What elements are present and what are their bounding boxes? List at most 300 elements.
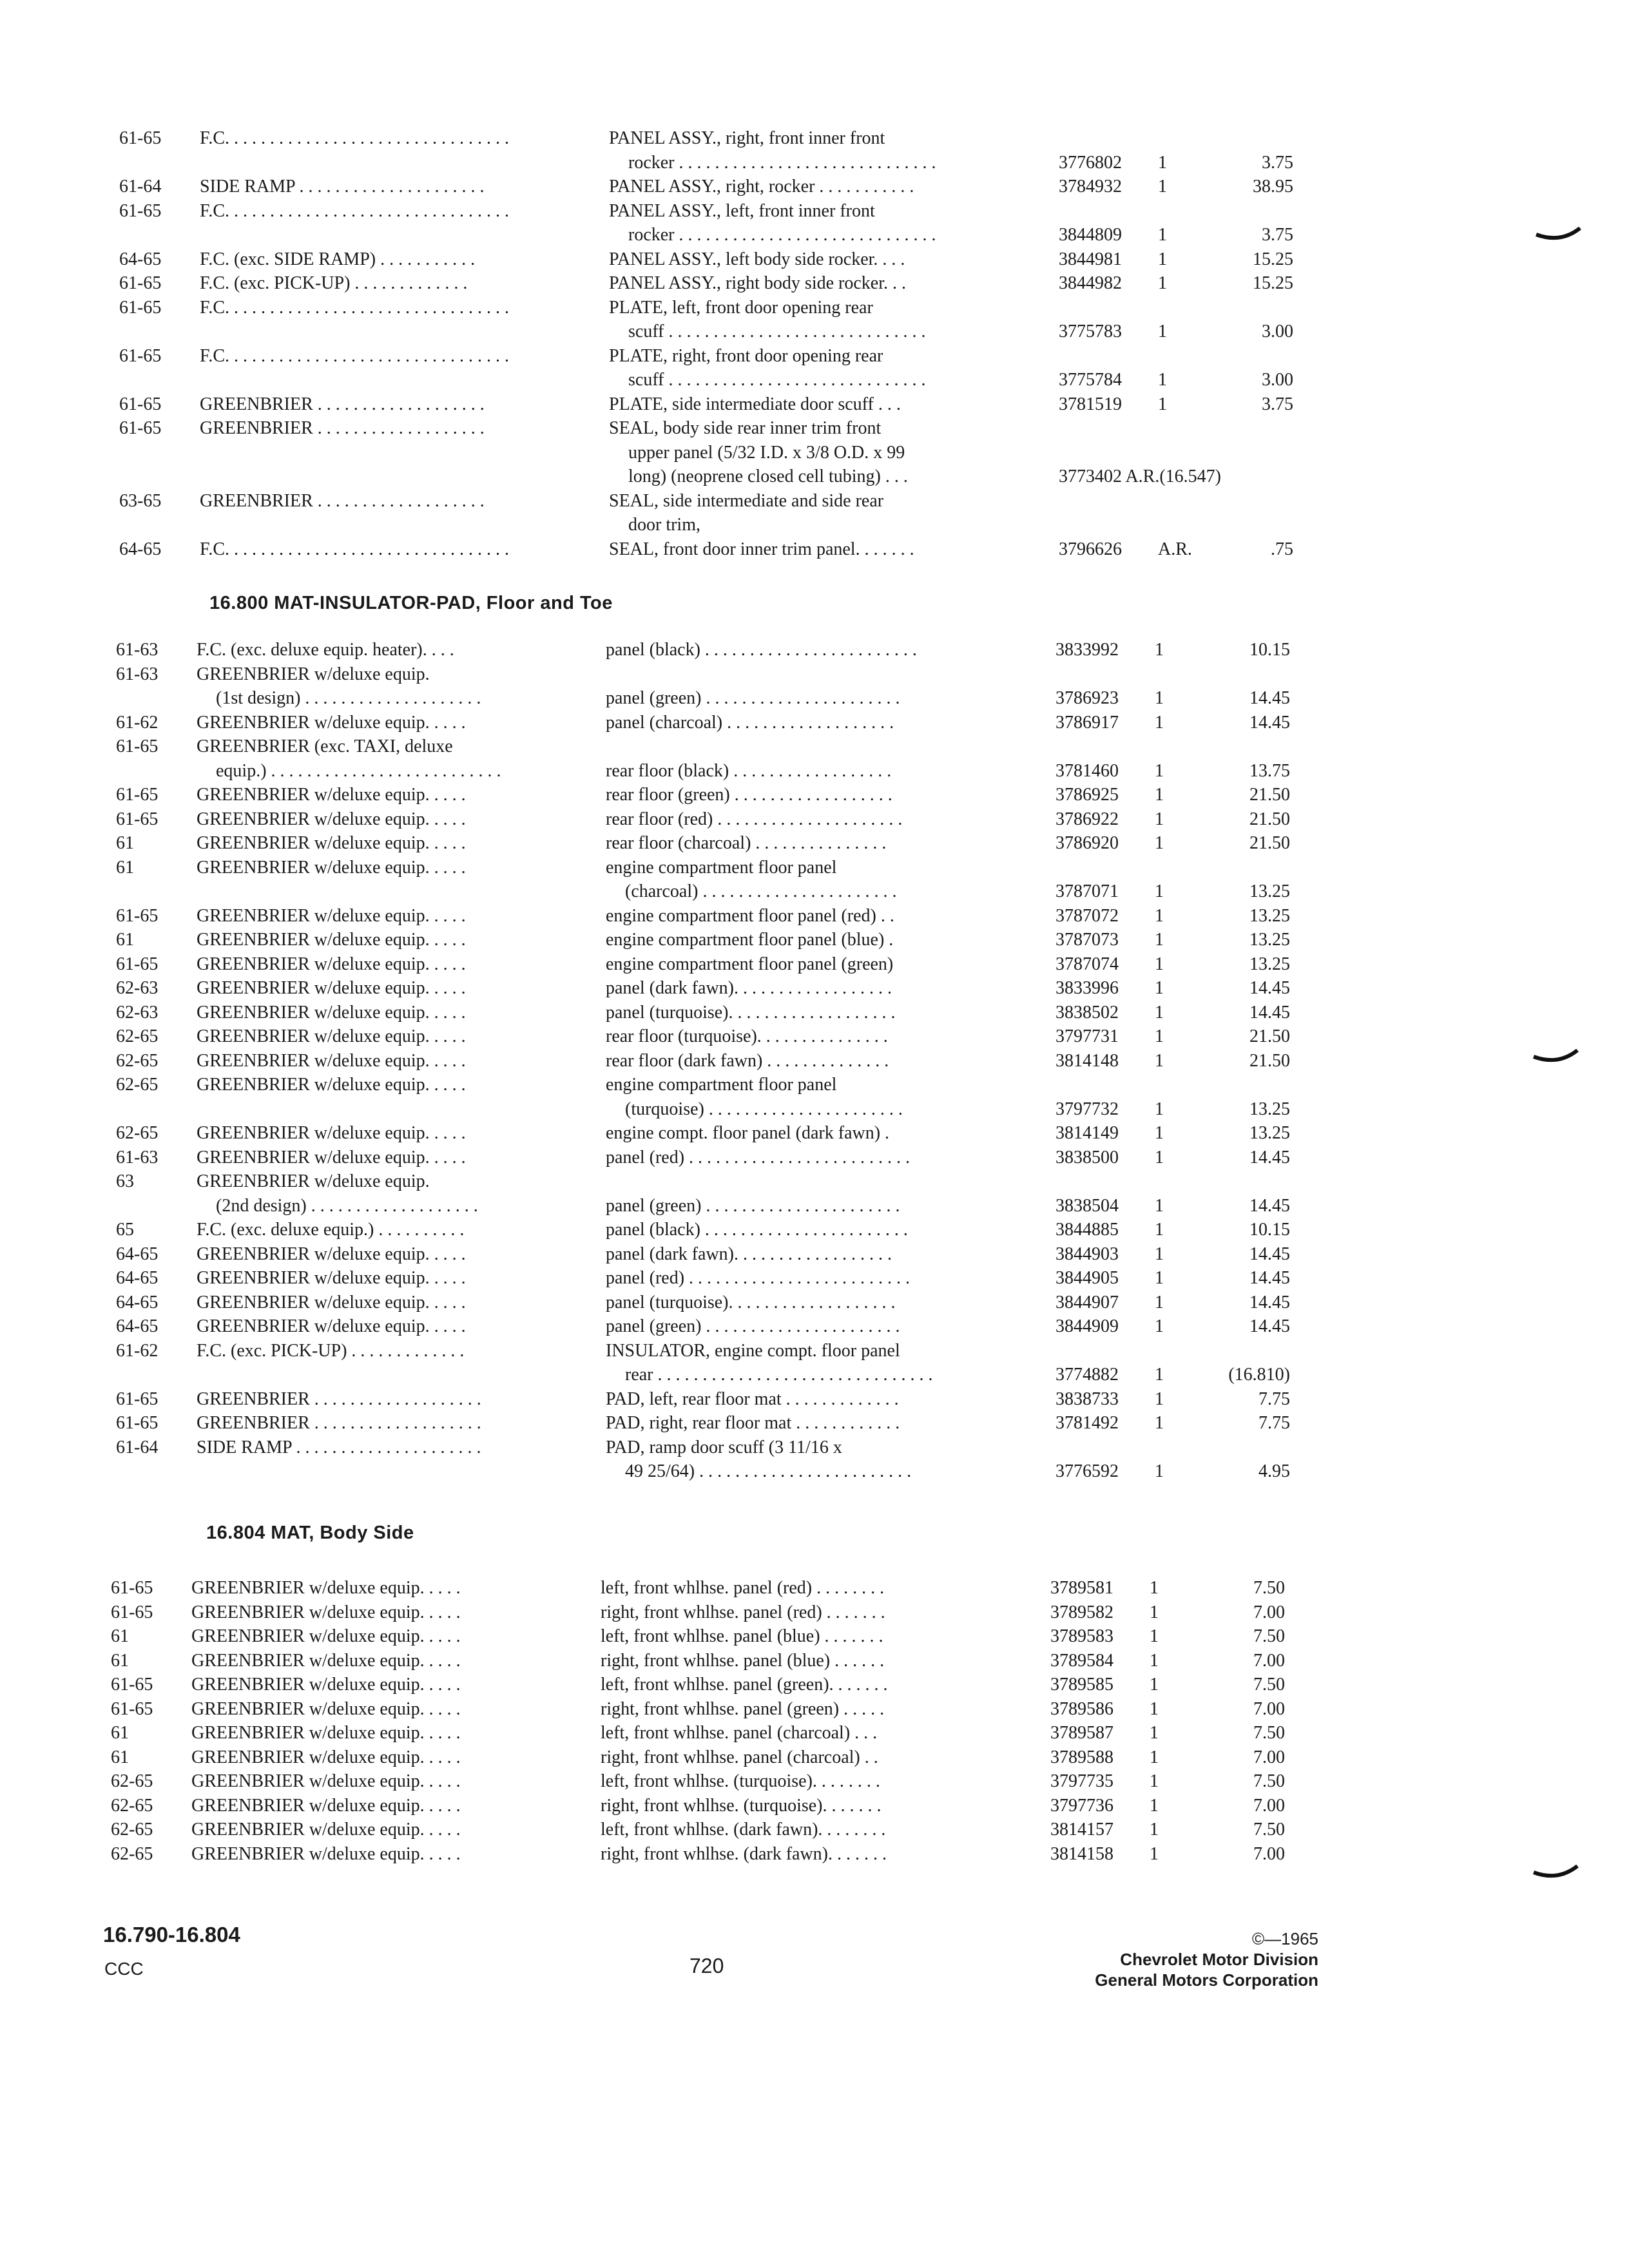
model-years: 61-65 bbox=[119, 297, 162, 318]
part-description: PANEL ASSY., left, front inner front bbox=[609, 200, 875, 221]
parts-row bbox=[116, 1339, 1534, 1363]
part-number: 3838500 bbox=[1055, 1147, 1119, 1168]
model-years: 61-63 bbox=[116, 640, 159, 660]
application: GREENBRIER w/deluxe equip. . . . . bbox=[191, 1747, 461, 1767]
list-price: 7.50 bbox=[1253, 1820, 1285, 1840]
list-price: 14.45 bbox=[1249, 1244, 1290, 1264]
part-description: door trim, bbox=[628, 515, 700, 535]
part-number: 3797731 bbox=[1055, 1026, 1119, 1046]
parts-row bbox=[116, 735, 1534, 759]
parts-row bbox=[119, 344, 1537, 369]
quantity: 1 bbox=[1155, 833, 1164, 853]
application: GREENBRIER w/deluxe equip. . . . . bbox=[197, 1292, 466, 1312]
part-number: 3789583 bbox=[1050, 1626, 1113, 1646]
part-description: left, front whlhse. (turquoise). . . . . . . . bbox=[601, 1771, 880, 1791]
list-price: 21.50 bbox=[1249, 1050, 1290, 1071]
part-description: (charcoal) . . . . . . . . . . . . . . . . . . . . . . bbox=[625, 881, 897, 901]
part-description: left, front whlhse. panel (charcoal) . . . bbox=[601, 1723, 878, 1743]
application: GREENBRIER w/deluxe equip. . . . . bbox=[197, 954, 466, 974]
part-number: 3797735 bbox=[1050, 1771, 1113, 1791]
parts-row bbox=[116, 807, 1534, 832]
part-description: panel (charcoal) . . . . . . . . . . . . . . . . . . . bbox=[606, 712, 894, 733]
application: GREENBRIER w/deluxe equip. . . . . bbox=[197, 1147, 466, 1168]
quantity: 1 bbox=[1155, 760, 1164, 781]
part-description: rear floor (black) . . . . . . . . . . . . . . . . . . bbox=[606, 760, 892, 781]
part-number: 3814158 bbox=[1050, 1843, 1113, 1864]
list-price: 10.15 bbox=[1249, 1220, 1290, 1240]
part-description: engine compartment floor panel bbox=[606, 1075, 837, 1095]
parts-row bbox=[116, 1387, 1534, 1412]
quantity: 1 bbox=[1155, 1268, 1164, 1288]
part-number: 3786922 bbox=[1055, 809, 1119, 829]
part-number: 3775783 bbox=[1059, 322, 1122, 341]
application: GREENBRIER w/deluxe equip. . . . . bbox=[197, 833, 466, 853]
parts-row bbox=[111, 1818, 1528, 1842]
application: F.C. . . . . . . . . . . . . . . . . . . . . . . . . . . . . . . . bbox=[200, 200, 510, 221]
part-description: panel (red) . . . . . . . . . . . . . . . . . . . . . . . . . bbox=[606, 1147, 911, 1168]
part-number: 3784932 bbox=[1059, 177, 1122, 197]
application: GREENBRIER w/deluxe equip. . . . . bbox=[197, 1123, 466, 1143]
model-years: 61 bbox=[111, 1650, 129, 1671]
parts-row bbox=[111, 1673, 1528, 1697]
list-price: 15.25 bbox=[1253, 273, 1293, 293]
list-price: 13.25 bbox=[1249, 954, 1290, 974]
quantity: 1 bbox=[1155, 1123, 1164, 1143]
quantity: 1 bbox=[1155, 1099, 1164, 1119]
model-years: 61-65 bbox=[116, 954, 159, 974]
parts-row bbox=[119, 392, 1537, 417]
parts-row bbox=[116, 1194, 1534, 1218]
parts-row bbox=[119, 151, 1537, 175]
quantity: 1 bbox=[1158, 273, 1167, 293]
parts-row bbox=[119, 296, 1537, 320]
quantity: 1 bbox=[1150, 1771, 1159, 1791]
model-years: 61-65 bbox=[119, 345, 162, 366]
application: F.C. . . . . . . . . . . . . . . . . . . . . . . . . . . . . . . . bbox=[200, 345, 510, 366]
part-description: INSULATOR, engine compt. floor panel bbox=[606, 1340, 900, 1361]
parts-row bbox=[111, 1576, 1528, 1600]
part-number: 3787074 bbox=[1055, 954, 1119, 974]
list-price: 14.45 bbox=[1249, 1292, 1290, 1312]
quantity: 1 bbox=[1150, 1843, 1159, 1864]
quantity: 1 bbox=[1155, 1002, 1164, 1023]
list-price: 3.00 bbox=[1262, 370, 1293, 390]
model-years: 61-65 bbox=[111, 1698, 153, 1719]
part-description: PLATE, side intermediate door scuff . . . bbox=[609, 394, 901, 414]
list-price: 3.75 bbox=[1262, 152, 1293, 173]
part-number: 3774882 bbox=[1055, 1365, 1119, 1385]
part-number: 3776802 bbox=[1059, 152, 1122, 173]
part-description: panel (black) . . . . . . . . . . . . . . . . . . . . . . . . bbox=[606, 640, 917, 660]
model-years: 62-65 bbox=[111, 1820, 153, 1840]
parts-row bbox=[116, 928, 1534, 952]
part-description: engine compartment floor panel (green) bbox=[606, 954, 894, 974]
application: GREENBRIER w/deluxe equip. . . . . bbox=[191, 1723, 461, 1743]
part-description: right, front whlhse. panel (charcoal) . . bbox=[601, 1747, 878, 1767]
model-years: 61-65 bbox=[119, 273, 162, 293]
part-description: PANEL ASSY., right, front inner front bbox=[609, 128, 885, 148]
parts-row bbox=[111, 1769, 1528, 1794]
model-years: 61-65 bbox=[119, 200, 162, 221]
quantity: 1 bbox=[1155, 688, 1164, 708]
quantity: 1 bbox=[1158, 249, 1167, 269]
parts-row bbox=[116, 1001, 1534, 1025]
part-description: panel (green) . . . . . . . . . . . . . . . . . . . . . . bbox=[606, 1316, 900, 1336]
parts-row bbox=[116, 1049, 1534, 1073]
part-description: right, front whlhse. panel (green) . . . . . bbox=[601, 1698, 885, 1719]
parts-row bbox=[111, 1794, 1528, 1818]
model-years: 62-65 bbox=[111, 1771, 153, 1791]
quantity: 1 bbox=[1150, 1723, 1159, 1743]
binding-mark-icon bbox=[1532, 1865, 1579, 1879]
part-number: 3786925 bbox=[1055, 785, 1119, 805]
part-number: 3833996 bbox=[1055, 978, 1119, 998]
parts-row bbox=[116, 686, 1534, 711]
list-price: 14.45 bbox=[1249, 1268, 1290, 1288]
footer-section-range: 16.790-16.804 bbox=[103, 1923, 240, 1946]
part-number: 3844982 bbox=[1059, 273, 1122, 293]
part-number: 3786920 bbox=[1055, 833, 1119, 853]
part-description: PLATE, right, front door opening rear bbox=[609, 345, 883, 366]
parts-row bbox=[116, 1097, 1534, 1122]
application: F.C. . . . . . . . . . . . . . . . . . . . . . . . . . . . . . . . bbox=[200, 128, 510, 148]
application: equip.) . . . . . . . . . . . . . . . . . . . . . . . . . . bbox=[216, 760, 501, 781]
application: F.C. . . . . . . . . . . . . . . . . . . . . . . . . . . . . . . . bbox=[200, 297, 510, 318]
application: GREENBRIER w/deluxe equip. bbox=[197, 1171, 430, 1191]
part-description: left, front whlhse. panel (blue) . . . . . . . bbox=[601, 1626, 883, 1646]
application: GREENBRIER w/deluxe equip. . . . . bbox=[191, 1650, 461, 1671]
part-number: 3796626 bbox=[1059, 539, 1122, 559]
part-number: 3838733 bbox=[1055, 1389, 1119, 1409]
footer-code: CCC bbox=[104, 1959, 144, 1979]
model-years: 61-65 bbox=[116, 1413, 159, 1433]
quantity: 1 bbox=[1158, 322, 1167, 341]
parts-row bbox=[119, 441, 1537, 465]
application: GREENBRIER w/deluxe equip. . . . . bbox=[197, 1002, 466, 1023]
parts-row bbox=[116, 1242, 1534, 1267]
application: F.C. (exc. PICK-UP) . . . . . . . . . . . . . bbox=[197, 1340, 465, 1361]
model-years: 62-65 bbox=[116, 1123, 159, 1143]
list-price: 7.00 bbox=[1253, 1650, 1285, 1671]
application: GREENBRIER w/deluxe equip. . . . . bbox=[197, 1244, 466, 1264]
part-number: 3838502 bbox=[1055, 1002, 1119, 1023]
part-description: right, front whlhse. (dark fawn). . . . . . . bbox=[601, 1843, 887, 1864]
parts-section-16-804 bbox=[111, 1576, 1528, 1866]
quantity: 1 bbox=[1155, 785, 1164, 805]
part-description: scuff . . . . . . . . . . . . . . . . . . . . . . . . . . . . . bbox=[628, 370, 926, 390]
part-description: long) (neoprene closed cell tubing) . . . bbox=[628, 466, 908, 486]
quantity: 1 bbox=[1150, 1578, 1159, 1598]
part-description: panel (black) . . . . . . . . . . . . . . . . . . . . . . . bbox=[606, 1220, 908, 1240]
parts-row bbox=[116, 638, 1534, 662]
application: GREENBRIER w/deluxe equip. . . . . bbox=[197, 712, 466, 733]
quantity: 1 bbox=[1155, 1292, 1164, 1312]
model-years: 61 bbox=[111, 1626, 129, 1646]
parts-row bbox=[119, 537, 1537, 562]
application: GREENBRIER w/deluxe equip. . . . . bbox=[191, 1626, 461, 1646]
application: GREENBRIER w/deluxe equip. . . . . bbox=[197, 905, 466, 926]
part-number: 3781519 bbox=[1059, 394, 1122, 414]
application: F.C. . . . . . . . . . . . . . . . . . . . . . . . . . . . . . . . bbox=[200, 539, 510, 559]
parts-row bbox=[119, 175, 1537, 199]
list-price: 14.45 bbox=[1249, 1147, 1290, 1168]
part-description: upper panel (5/32 I.D. x 3/8 O.D. x 99 bbox=[628, 442, 905, 463]
parts-row bbox=[116, 1459, 1534, 1484]
application: GREENBRIER w/deluxe equip. . . . . bbox=[197, 809, 466, 829]
list-price: 7.00 bbox=[1253, 1698, 1285, 1719]
part-number: 3814157 bbox=[1050, 1820, 1113, 1840]
list-price: 10.15 bbox=[1249, 640, 1290, 660]
application: SIDE RAMP . . . . . . . . . . . . . . . . . . . . . bbox=[200, 177, 485, 197]
application: GREENBRIER w/deluxe equip. . . . . bbox=[191, 1578, 461, 1598]
parts-row bbox=[119, 465, 1537, 489]
model-years: 64-65 bbox=[119, 249, 162, 269]
quantity: 1 bbox=[1155, 1026, 1164, 1046]
list-price: 14.45 bbox=[1249, 712, 1290, 733]
parts-row bbox=[119, 416, 1537, 441]
application: GREENBRIER w/deluxe equip. . . . . bbox=[197, 930, 466, 950]
model-years: 61 bbox=[116, 930, 134, 950]
quantity: 1 bbox=[1155, 1195, 1164, 1216]
part-description: panel (green) . . . . . . . . . . . . . . . . . . . . . . bbox=[606, 1195, 900, 1216]
part-description: scuff . . . . . . . . . . . . . . . . . . . . . . . . . . . . . bbox=[628, 322, 926, 341]
parts-row bbox=[116, 1436, 1534, 1460]
parts-row bbox=[111, 1842, 1528, 1867]
list-price: 15.25 bbox=[1253, 249, 1293, 269]
quantity: 1 bbox=[1158, 152, 1167, 173]
application: GREENBRIER . . . . . . . . . . . . . . . . . . . bbox=[200, 490, 485, 511]
part-number: 3773402 A.R.(16.547) bbox=[1059, 466, 1221, 486]
model-years: 61 bbox=[111, 1747, 129, 1767]
list-price: 7.50 bbox=[1253, 1723, 1285, 1743]
list-price: 13.75 bbox=[1249, 760, 1290, 781]
part-description: PAD, ramp door scuff (3 11/16 x bbox=[606, 1437, 842, 1457]
page-number: 720 bbox=[689, 1954, 724, 1977]
part-description: PANEL ASSY., right, rocker . . . . . . . . . . . bbox=[609, 177, 914, 197]
part-number: 3781460 bbox=[1055, 760, 1119, 781]
model-years: 62-63 bbox=[116, 978, 159, 998]
list-price: 21.50 bbox=[1249, 809, 1290, 829]
part-description: panel (dark fawn). . . . . . . . . . . . . . . . . . bbox=[606, 978, 892, 998]
part-description: rear floor (green) . . . . . . . . . . . . . . . . . . bbox=[606, 785, 892, 805]
quantity: 1 bbox=[1155, 1050, 1164, 1071]
parts-row bbox=[119, 513, 1537, 537]
part-number: 3797732 bbox=[1055, 1099, 1119, 1119]
list-price: 4.95 bbox=[1258, 1461, 1290, 1481]
part-description: PANEL ASSY., right body side rocker. . . bbox=[609, 273, 906, 293]
application: F.C. (exc. deluxe equip.) . . . . . . . . . . bbox=[197, 1220, 465, 1240]
parts-row bbox=[116, 1411, 1534, 1436]
application: GREENBRIER w/deluxe equip. . . . . bbox=[197, 785, 466, 805]
parts-row bbox=[116, 904, 1534, 928]
parts-row bbox=[116, 879, 1534, 904]
part-number: 3789581 bbox=[1050, 1578, 1113, 1598]
part-description: left, front whlhse. (dark fawn). . . . . . . . bbox=[601, 1820, 886, 1840]
quantity: 1 bbox=[1155, 930, 1164, 950]
list-price: 3.75 bbox=[1262, 225, 1293, 245]
parts-row bbox=[116, 1169, 1534, 1194]
part-description: rear floor (red) . . . . . . . . . . . . . . . . . . . . . bbox=[606, 809, 903, 829]
part-number: 3814148 bbox=[1055, 1050, 1119, 1071]
quantity: 1 bbox=[1155, 1461, 1164, 1481]
list-price: 21.50 bbox=[1249, 1026, 1290, 1046]
part-description: left, front whlhse. panel (red) . . . . . . . . bbox=[601, 1578, 885, 1598]
binding-mark-icon bbox=[1532, 1049, 1579, 1063]
part-description: panel (dark fawn). . . . . . . . . . . . . . . . . . bbox=[606, 1244, 892, 1264]
quantity: 1 bbox=[1158, 370, 1167, 390]
part-description: engine compartment floor panel (red) . . bbox=[606, 905, 894, 926]
model-years: 61-62 bbox=[116, 712, 159, 733]
quantity: 1 bbox=[1158, 177, 1167, 197]
quantity: 1 bbox=[1155, 1365, 1164, 1385]
part-description: SEAL, front door inner trim panel. . . . . . . bbox=[609, 539, 914, 559]
list-price: 13.25 bbox=[1249, 1099, 1290, 1119]
quantity: 1 bbox=[1150, 1626, 1159, 1646]
model-years: 64-65 bbox=[116, 1244, 159, 1264]
application: GREENBRIER w/deluxe equip. . . . . bbox=[191, 1675, 461, 1695]
list-price: 13.25 bbox=[1249, 930, 1290, 950]
application: GREENBRIER w/deluxe equip. . . . . bbox=[191, 1795, 461, 1816]
list-price: (16.810) bbox=[1228, 1365, 1290, 1385]
quantity: 1 bbox=[1150, 1747, 1159, 1767]
application: SIDE RAMP . . . . . . . . . . . . . . . . . . . . . bbox=[197, 1437, 481, 1457]
part-number: 3786917 bbox=[1055, 712, 1119, 733]
application: GREENBRIER w/deluxe equip. . . . . bbox=[191, 1698, 461, 1719]
parts-row bbox=[116, 711, 1534, 735]
parts-row bbox=[116, 1291, 1534, 1315]
parts-row bbox=[119, 271, 1537, 296]
footer-corporation: General Motors Corporation bbox=[1095, 1970, 1318, 1990]
list-price: 13.25 bbox=[1249, 905, 1290, 926]
footer-publisher bbox=[1095, 1928, 1318, 1990]
list-price: 7.00 bbox=[1253, 1602, 1285, 1622]
part-number: 3838504 bbox=[1055, 1195, 1119, 1216]
parts-row bbox=[111, 1649, 1528, 1673]
parts-row bbox=[119, 320, 1537, 344]
part-number: 3787072 bbox=[1055, 905, 1119, 926]
part-description: 49 25/64) . . . . . . . . . . . . . . . . . . . . . . . . bbox=[625, 1461, 912, 1481]
model-years: 61-65 bbox=[119, 394, 162, 414]
part-number: 3844905 bbox=[1055, 1268, 1119, 1288]
application: F.C. (exc. PICK-UP) . . . . . . . . . . . . . bbox=[200, 273, 468, 293]
model-years: 61-63 bbox=[116, 664, 159, 684]
model-years: 61-65 bbox=[116, 785, 159, 805]
part-number: 3844885 bbox=[1055, 1220, 1119, 1240]
list-price: 3.00 bbox=[1262, 322, 1293, 341]
part-number: 3797736 bbox=[1050, 1795, 1113, 1816]
model-years: 61-65 bbox=[111, 1675, 153, 1695]
part-description: panel (red) . . . . . . . . . . . . . . . . . . . . . . . . . bbox=[606, 1268, 911, 1288]
quantity: 1 bbox=[1155, 905, 1164, 926]
application: GREENBRIER w/deluxe equip. . . . . bbox=[191, 1820, 461, 1840]
quantity: 1 bbox=[1155, 881, 1164, 901]
parts-row bbox=[119, 126, 1537, 151]
quantity: 1 bbox=[1150, 1820, 1159, 1840]
quantity: 1 bbox=[1155, 1147, 1164, 1168]
part-description: left, front whlhse. panel (green). . . . . . . bbox=[601, 1675, 888, 1695]
parts-section-top bbox=[119, 126, 1537, 561]
part-description: rear floor (charcoal) . . . . . . . . . . . . . . . bbox=[606, 833, 887, 853]
parts-row bbox=[116, 783, 1534, 807]
application: GREENBRIER (exc. TAXI, deluxe bbox=[197, 736, 453, 756]
parts-row bbox=[116, 759, 1534, 783]
application: GREENBRIER . . . . . . . . . . . . . . . . . . . bbox=[200, 394, 485, 414]
model-years: 62-63 bbox=[116, 1002, 159, 1023]
part-number: 3789585 bbox=[1050, 1675, 1113, 1695]
parts-row bbox=[116, 1121, 1534, 1146]
model-years: 61-65 bbox=[119, 128, 162, 148]
quantity: 1 bbox=[1155, 1220, 1164, 1240]
model-years: 64-65 bbox=[116, 1268, 159, 1288]
model-years: 61-65 bbox=[116, 736, 159, 756]
part-description: panel (turquoise). . . . . . . . . . . . . . . . . . . bbox=[606, 1002, 896, 1023]
model-years: 61-65 bbox=[116, 905, 159, 926]
part-number: 3775784 bbox=[1059, 370, 1122, 390]
model-years: 61-62 bbox=[116, 1340, 159, 1361]
application: GREENBRIER . . . . . . . . . . . . . . . . . . . bbox=[197, 1389, 481, 1409]
binding-mark-icon bbox=[1535, 227, 1581, 241]
model-years: 61-64 bbox=[116, 1437, 159, 1457]
list-price: 7.50 bbox=[1253, 1771, 1285, 1791]
application: F.C. (exc. deluxe equip. heater). . . . bbox=[197, 640, 454, 660]
parts-row bbox=[116, 1146, 1534, 1170]
part-description: PAD, left, rear floor mat . . . . . . . . . . . . . bbox=[606, 1389, 899, 1409]
part-description: right, front whlhse. (turquoise). . . . . . . bbox=[601, 1795, 882, 1816]
part-description: engine compartment floor panel bbox=[606, 857, 837, 878]
model-years: 62-65 bbox=[111, 1843, 153, 1864]
parts-row bbox=[119, 489, 1537, 514]
part-number: 3789587 bbox=[1050, 1723, 1113, 1743]
part-number: 3814149 bbox=[1055, 1123, 1119, 1143]
parts-row bbox=[116, 1024, 1534, 1049]
list-price: 13.25 bbox=[1249, 1123, 1290, 1143]
footer-division: Chevrolet Motor Division bbox=[1120, 1950, 1318, 1969]
parts-row bbox=[111, 1600, 1528, 1625]
model-years: 63-65 bbox=[119, 490, 162, 511]
quantity: 1 bbox=[1150, 1675, 1159, 1695]
model-years: 64-65 bbox=[119, 539, 162, 559]
part-number: 3786923 bbox=[1055, 688, 1119, 708]
application: GREENBRIER w/deluxe equip. . . . . bbox=[197, 1050, 466, 1071]
application: F.C. (exc. SIDE RAMP) . . . . . . . . . . . bbox=[200, 249, 476, 269]
list-price: 13.25 bbox=[1249, 881, 1290, 901]
model-years: 63 bbox=[116, 1171, 134, 1191]
section-heading-16-800: 16.800 MAT-INSULATOR-PAD, Floor and Toe bbox=[209, 593, 613, 613]
parts-row bbox=[116, 831, 1534, 856]
quantity: 1 bbox=[1155, 1244, 1164, 1264]
application: GREENBRIER w/deluxe equip. . . . . bbox=[197, 1075, 466, 1095]
part-description: panel (turquoise). . . . . . . . . . . . . . . . . . . bbox=[606, 1292, 896, 1312]
part-number: 3781492 bbox=[1055, 1413, 1119, 1433]
quantity: 1 bbox=[1158, 225, 1167, 245]
part-number: 3844809 bbox=[1059, 225, 1122, 245]
part-number: 3787073 bbox=[1055, 930, 1119, 950]
model-years: 65 bbox=[116, 1220, 134, 1240]
list-price: 3.75 bbox=[1262, 394, 1293, 414]
part-description: rear floor (turquoise). . . . . . . . . . . . . . . bbox=[606, 1026, 888, 1046]
application: GREENBRIER w/deluxe equip. bbox=[197, 664, 430, 684]
part-number: 3844903 bbox=[1055, 1244, 1119, 1264]
quantity: 1 bbox=[1155, 712, 1164, 733]
section-heading-16-804: 16.804 MAT, Body Side bbox=[206, 1523, 414, 1543]
quantity: 1 bbox=[1150, 1650, 1159, 1671]
list-price: 7.50 bbox=[1253, 1626, 1285, 1646]
part-description: PAD, right, rear floor mat . . . . . . . . . . . . bbox=[606, 1413, 900, 1433]
part-description: engine compartment floor panel (blue) . bbox=[606, 930, 894, 950]
part-description: rocker . . . . . . . . . . . . . . . . . . . . . . . . . . . . . bbox=[628, 152, 936, 173]
quantity: 1 bbox=[1155, 809, 1164, 829]
model-years: 61 bbox=[111, 1723, 129, 1743]
